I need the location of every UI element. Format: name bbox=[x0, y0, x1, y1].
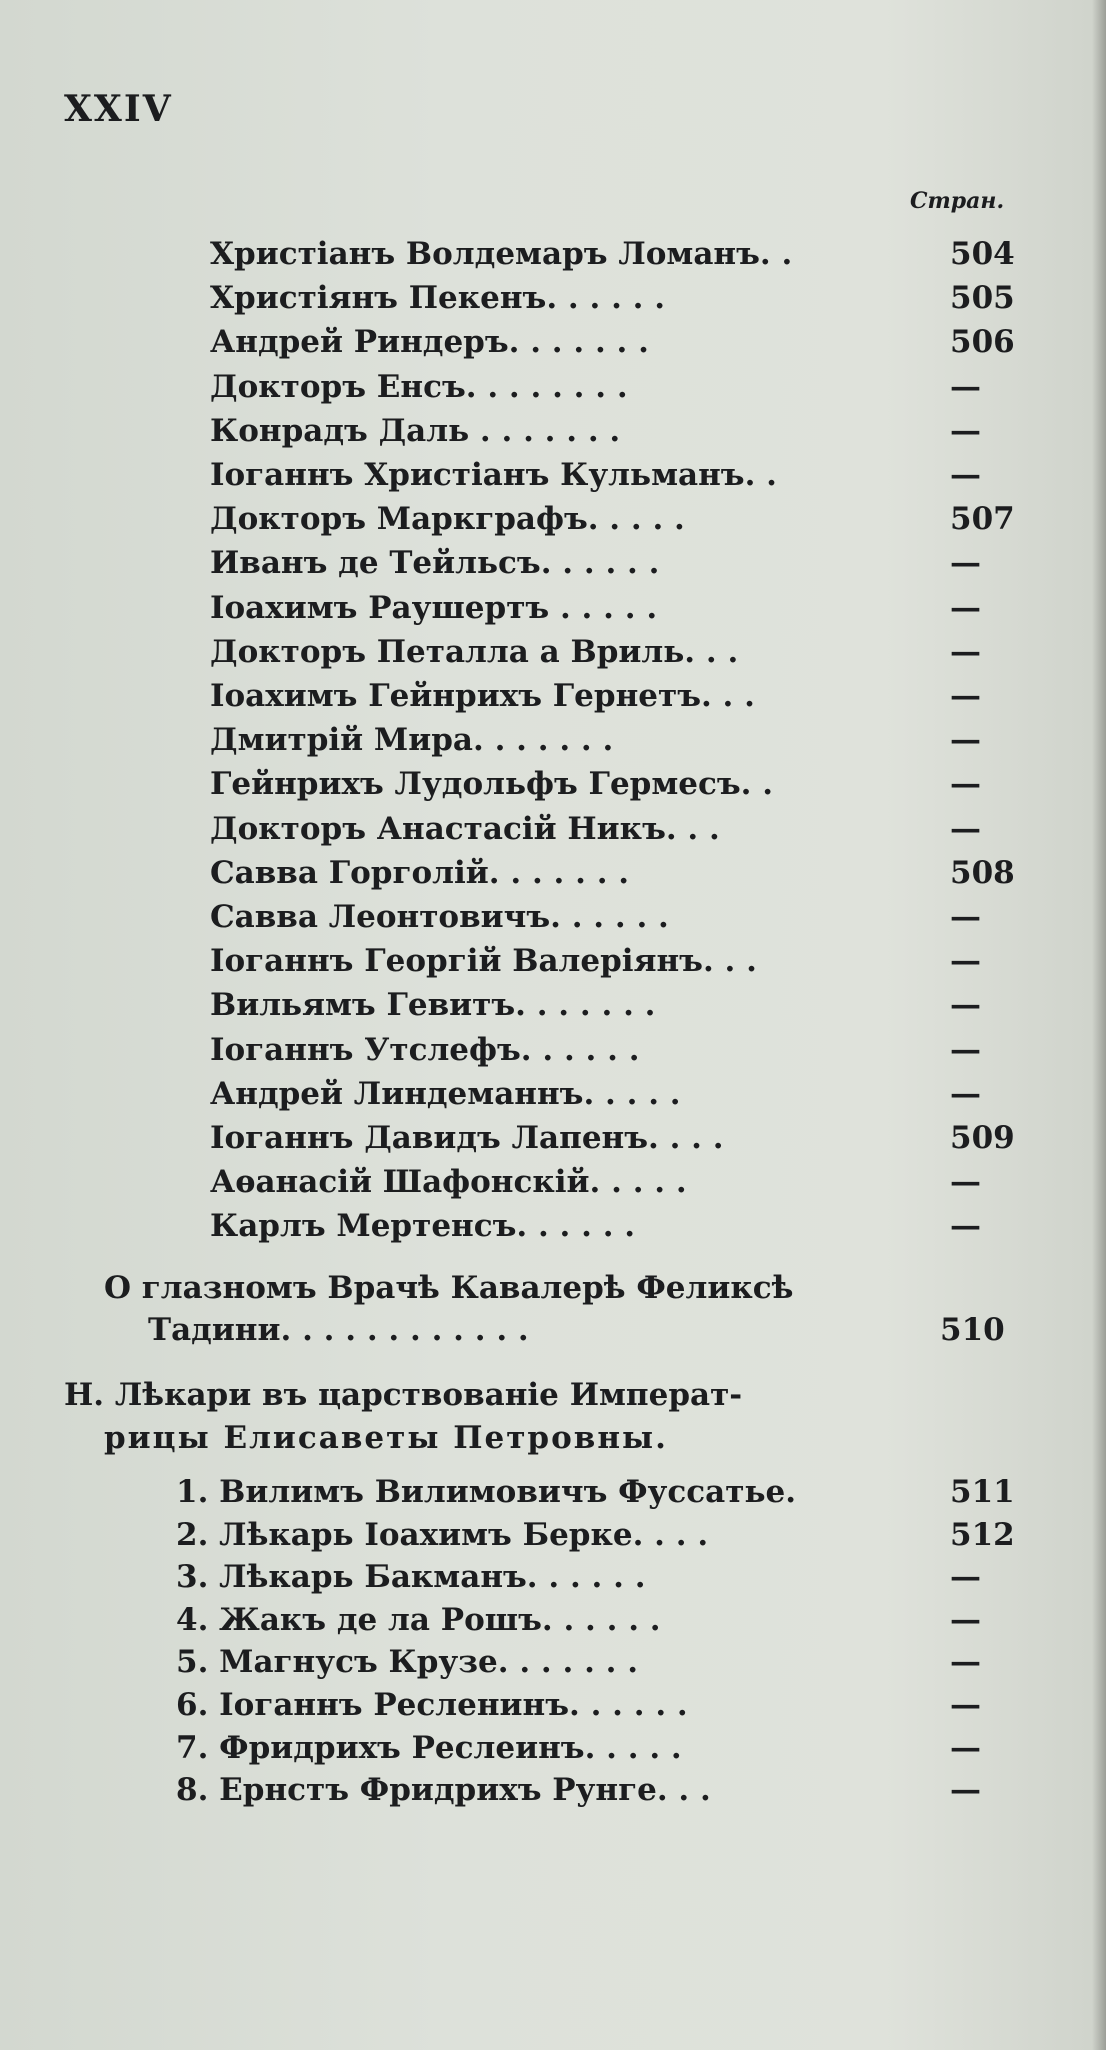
toc-entry bbox=[0, 1032, 1106, 1076]
numbered-entry-name: 1. Вилимъ Вилимовичъ Фуссатье. bbox=[176, 1474, 796, 1510]
toc-entry-name: Христіанъ Волдемаръ Ломанъ. . bbox=[210, 236, 793, 272]
toc-entry bbox=[0, 236, 1106, 280]
toc-entry-name: Дмитрій Мира. . . . . . . bbox=[210, 722, 614, 759]
toc-entry-name: Іоахимъ Раушертъ . . . . . bbox=[210, 589, 658, 626]
toc-entry-name: Вильямъ Гевитъ. . . . . . . bbox=[210, 987, 656, 1024]
numbered-entry-page: — bbox=[950, 1772, 981, 1809]
numbered-entry-page: — bbox=[950, 1729, 981, 1766]
toc-entry bbox=[0, 722, 1106, 766]
numbered-entry-name: 3. Лѣкарь Бакманъ. . . . . . bbox=[176, 1559, 646, 1596]
toc-entry-name: Докторъ Маркграфъ. . . . . bbox=[210, 501, 685, 538]
numbered-entry-page: 511 bbox=[950, 1474, 1015, 1510]
toc-entry bbox=[0, 413, 1106, 457]
toc-entry-name: Іоганнъ Георгій Валеріянъ. . . bbox=[210, 943, 757, 980]
numbered-entry bbox=[0, 1602, 1106, 1646]
toc-entry bbox=[0, 457, 1106, 501]
toc-entry-page: 508 bbox=[950, 854, 1015, 891]
toc-entry bbox=[0, 324, 1106, 368]
toc-entry-page: — bbox=[950, 1031, 981, 1068]
page-column-header: Стран. bbox=[910, 188, 1005, 214]
toc-entry-name: Иванъ де Тейльсъ. . . . . . bbox=[210, 545, 660, 582]
numbered-entry-page: — bbox=[950, 1559, 981, 1596]
toc-entry-page: — bbox=[950, 368, 981, 405]
toc-entry bbox=[0, 678, 1106, 722]
numbered-entry bbox=[0, 1517, 1106, 1561]
toc-entry-name: Христіянъ Пекенъ. . . . . . bbox=[210, 280, 666, 317]
section-felix-page: 510 bbox=[940, 1312, 1005, 1348]
toc-entry-name: Докторъ Петалла а Вриль. . . bbox=[210, 633, 739, 670]
toc-entry bbox=[0, 811, 1106, 855]
toc-entry bbox=[0, 1164, 1106, 1208]
toc-entry-page: — bbox=[950, 1208, 981, 1245]
numbered-entry bbox=[0, 1474, 1106, 1518]
section-felix-row bbox=[0, 1312, 1106, 1356]
toc-entry-name: Конрадъ Даль . . . . . . . bbox=[210, 412, 621, 449]
toc-entry bbox=[0, 634, 1106, 678]
toc-entry bbox=[0, 501, 1106, 545]
numbered-entry-name: 4. Жакъ де ла Рошъ. . . . . . bbox=[176, 1601, 661, 1638]
numbered-entry-page: — bbox=[950, 1644, 981, 1681]
numbered-entry bbox=[0, 1559, 1106, 1603]
toc-entry-page: — bbox=[950, 589, 981, 626]
toc-entry-page: — bbox=[950, 943, 981, 980]
toc-entry-name: Докторъ Анастасій Никъ. . . bbox=[210, 810, 720, 847]
toc-entry-name: Андрей Риндеръ. . . . . . . bbox=[210, 324, 649, 361]
toc-entry bbox=[0, 280, 1106, 324]
toc-entry bbox=[0, 1120, 1106, 1164]
numbered-entry bbox=[0, 1687, 1106, 1731]
toc-entry-page: — bbox=[950, 1075, 981, 1112]
toc-entry-page: 507 bbox=[950, 501, 1015, 538]
toc-entry bbox=[0, 943, 1106, 987]
section-felix-title-cont: Тадини. . . . . . . . . . . . bbox=[148, 1312, 529, 1348]
toc-entry-page: 506 bbox=[950, 324, 1015, 361]
toc-entry bbox=[0, 1076, 1106, 1120]
toc-entry bbox=[0, 855, 1106, 899]
numbered-entry bbox=[0, 1772, 1106, 1816]
toc-entry-page: — bbox=[950, 1164, 981, 1201]
toc-entry bbox=[0, 987, 1106, 1031]
toc-entry-page: 505 bbox=[950, 280, 1015, 317]
toc-entry-page: — bbox=[950, 899, 981, 935]
toc-entry-page: — bbox=[950, 633, 981, 670]
toc-entry-page: — bbox=[950, 457, 981, 493]
toc-entry-page: — bbox=[950, 810, 981, 847]
toc-entry-page: — bbox=[950, 545, 981, 582]
toc-entry-name: Карлъ Мертенсъ. . . . . . bbox=[210, 1208, 636, 1245]
toc-entry bbox=[0, 590, 1106, 634]
toc-entry-page: — bbox=[950, 722, 981, 759]
numbered-entry bbox=[0, 1644, 1106, 1688]
toc-entry-page: — bbox=[950, 678, 981, 714]
toc-entry-name: Іоганнъ Давидъ Лапенъ. . . . bbox=[210, 1120, 724, 1156]
toc-entry bbox=[0, 766, 1106, 810]
toc-entry-name: Аѳанасій Шафонскій. . . . . bbox=[210, 1164, 687, 1201]
toc-entry-page: — bbox=[950, 987, 981, 1024]
toc-entry-page: 504 bbox=[950, 236, 1015, 272]
numbered-entry-page: — bbox=[950, 1687, 981, 1723]
toc-entry-name: Іоганнъ Утслефъ. . . . . . bbox=[210, 1031, 640, 1068]
numbered-entry-name: 2. Лѣкарь Іоахимъ Берке. . . . bbox=[176, 1516, 709, 1553]
numbered-entry-name: 5. Магнусъ Крузе. . . . . . . bbox=[176, 1644, 639, 1681]
toc-entry bbox=[0, 1208, 1106, 1252]
section-h-title-cont: рицы Елисаветы Петровны. bbox=[104, 1420, 668, 1456]
toc-entry-name: Андрей Линдеманнъ. . . . . bbox=[210, 1075, 681, 1112]
section-h-title: Н. Лѣкари въ царствованіе Императ- bbox=[64, 1377, 743, 1413]
numbered-entry-name: 6. Іоганнъ Ресленинъ. . . . . . bbox=[176, 1687, 688, 1723]
toc-entry-page: — bbox=[950, 412, 981, 449]
toc-entry-name: Савва Леонтовичъ. . . . . . bbox=[210, 899, 669, 935]
toc-entry-name: Докторъ Енсъ. . . . . . . . bbox=[210, 368, 628, 405]
toc-entry-name: Гейнрихъ Лудольфъ Гермесъ. . bbox=[210, 766, 774, 803]
numbered-entry bbox=[0, 1730, 1106, 1774]
toc-entry bbox=[0, 899, 1106, 943]
toc-entry bbox=[0, 369, 1106, 413]
toc-entry-page: — bbox=[950, 766, 981, 803]
numbered-entry-name: 7. Фридрихъ Реслеинъ. . . . . bbox=[176, 1729, 682, 1766]
numbered-entry-page: — bbox=[950, 1601, 981, 1638]
numbered-entry-name: 8. Ернстъ Фридрихъ Рунге. . . bbox=[176, 1772, 711, 1809]
toc-entry-page: 509 bbox=[950, 1120, 1015, 1156]
section-felix-title: О глазномъ Врачѣ Кавалерѣ Феликсѣ bbox=[104, 1270, 794, 1306]
toc-entry-name: Іоахимъ Гейнрихъ Гернетъ. . . bbox=[210, 678, 755, 714]
toc-entry-name: Іоганнъ Христіанъ Кульманъ. . bbox=[210, 457, 777, 493]
numbered-entry-page: 512 bbox=[950, 1516, 1015, 1553]
toc-entry bbox=[0, 545, 1106, 589]
toc-entry-name: Савва Горголій. . . . . . . bbox=[210, 854, 630, 891]
page-number: XXIV bbox=[64, 88, 173, 130]
